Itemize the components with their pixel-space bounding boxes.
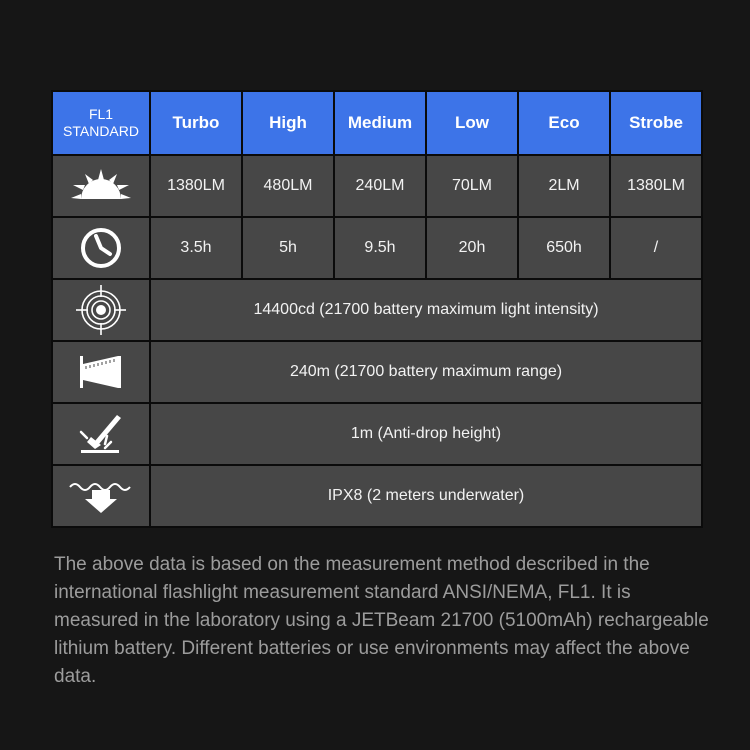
lumens-strobe: 1380LM: [610, 155, 702, 217]
runtime-eco: 650h: [518, 217, 610, 279]
lumens-turbo: 1380LM: [150, 155, 242, 217]
mode-strobe: Strobe: [610, 91, 702, 155]
mode-low: Low: [426, 91, 518, 155]
header-row: [52, 91, 702, 155]
clock-icon: [52, 217, 150, 279]
standard-line-1: FL1: [88, 106, 114, 122]
spec-table: [51, 90, 703, 528]
mode-medium: Medium: [334, 91, 426, 155]
impact-row: [52, 403, 702, 465]
lumens-eco: 2LM: [518, 155, 610, 217]
lumens-high: 480LM: [242, 155, 334, 217]
water-arrow-icon: [52, 465, 150, 527]
waterproof-row: [52, 465, 702, 527]
lumens-row: [52, 155, 702, 217]
runtime-row: [52, 217, 702, 279]
runtime-low: 20h: [426, 217, 518, 279]
lumens-medium: 240LM: [334, 155, 426, 217]
intensity-value: 14400cd (21700 battery maximum light intensity): [150, 279, 702, 341]
target-icon: [52, 279, 150, 341]
intensity-row: [52, 279, 702, 341]
mode-turbo: Turbo: [150, 91, 242, 155]
sunburst-icon: [52, 155, 150, 217]
drop-test-icon: [52, 403, 150, 465]
measurement-note: The above data is based on the measurement method described in the international flashlight measurement standard ANSI/NEMA, FL1. It is measured in the laboratory using a JETBeam 21700 (5100mAh) rechargeable lithium battery. Different batteries or use environments may affect the above data.: [54, 554, 709, 687]
range-value: 240m (21700 battery maximum range): [150, 341, 702, 403]
range-row: [52, 341, 702, 403]
impact-value: 1m (Anti-drop height): [150, 403, 702, 465]
runtime-medium: 9.5h: [334, 217, 426, 279]
beam-range-icon: [52, 341, 150, 403]
runtime-high: 5h: [242, 217, 334, 279]
waterproof-value: IPX8 (2 meters underwater): [150, 465, 702, 527]
standard-header: [52, 91, 150, 155]
runtime-turbo: 3.5h: [150, 217, 242, 279]
lumens-low: 70LM: [426, 155, 518, 217]
mode-high: High: [242, 91, 334, 155]
standard-line-2: STANDARD: [63, 123, 139, 139]
runtime-strobe: /: [610, 217, 702, 279]
mode-eco: Eco: [518, 91, 610, 155]
